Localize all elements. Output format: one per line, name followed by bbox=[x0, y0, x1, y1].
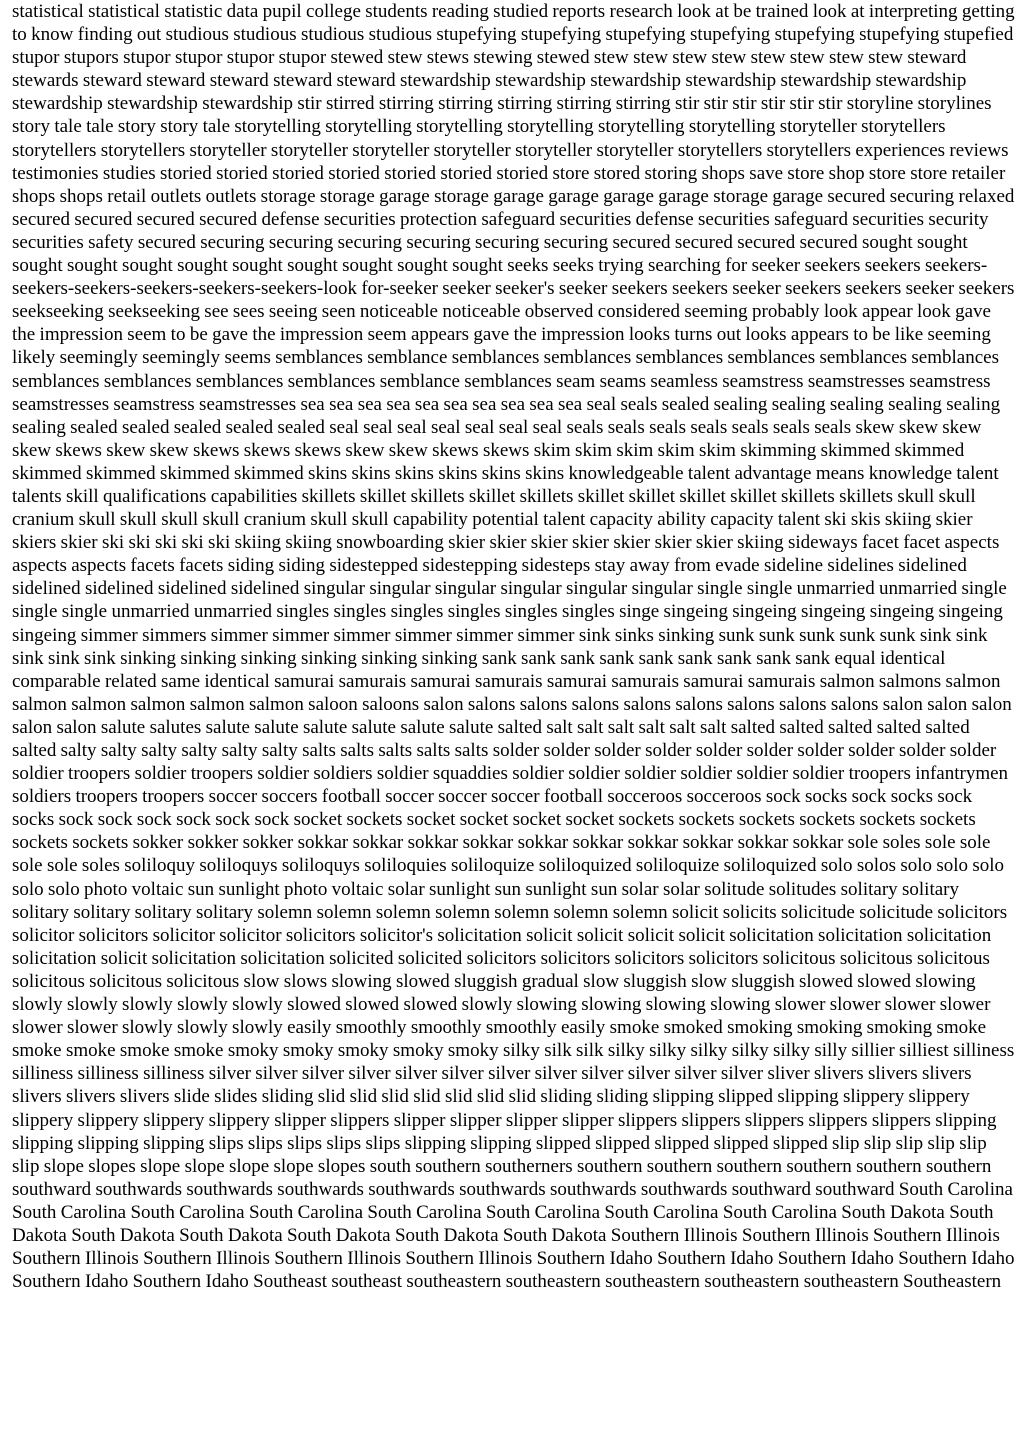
word-list-text: statistical statistical statistic data pupil college students reading studied reports research look at be trained look at interpreting getting to know finding out studious studious studious studious stupefying stupefying stupefying stupefying stupefying stupefying stupefied stupor stupors stupor stupor stupor stupor stewed stew stews stewing stewed stew stew stew stew stew stew stew stew steward stewards steward steward steward steward steward stewardship stewardship stewardship stewardship stewardship stewardship stewardship stewardship stewardship stir stirred stirring stirring stirring stirring stirring stir stir stir stir stir stir storyline storylines story tale tale story story tale storytelling storytelling storytelling storytelling storytelling storytelling storyteller storytellers storytellers storytellers storyteller storyteller storyteller storyteller storyteller storyteller storytellers storytellers experiences reviews testimonies studies storied storied storied storied storied storied storied store stored storing shops save store shop store store retailer shops shops retail outlets outlets storage storage garage storage garage garage garage garage storage garage secured securing relaxed secured secured secured secured defense securities protection safeguard securities defense securities safeguard securities security securities safety secured securing securing securing securing securing securing secured secured secured secured sought sought sought sought sought sought sought sought sought sought sought seeks seeks trying searching for seeker seekers seekers seekers-seekers-seekers-seekers-seekers-seekers-look for-seeker seeker seeker's seeker seekers seekers seeker seekers seekers seeker seekers seekseeking seekseeking see sees seeing seen noticeable noticeable observed considered seeming probably look appear look gave the impression seem to be gave the impression seem appears gave the impression looks turns out looks appears to be like seeming likely seemingly seemingly seems semblances semblance semblances semblances semblances semblances semblances semblances semblances semblances semblances semblances semblance semblances seam seams seamless seamstress seamstresses seamstress seamstresses seamstress seamstresses sea sea sea sea sea sea sea sea sea sea seal seals sealed sealing sealing sealing sealing sealing sealing sealed sealed sealed sealed sealed seal seal seal seal seal seal seal seals seals seals seals seals seals seals skew skew skew skew skews skew skew skews skews skews skew skew skews skews skim skim skim skim skim skimming skimmed skimmed skimmed skimmed skimmed skimmed skins skins skins skins skins skins knowledgeable talent advantage means knowledge talent talents skill qualifications capabilities skillets skillet skillets skillet skillets skillet skillet skillet skillet skillets skillets skull skull cranium skull skull skull skull cranium skull skull capability potential talent capacity ability capacity talent ski skis skiing skier skiers skier ski ski ski ski ski skiing skiing snowboarding skier skier skier skier skier skier skier skiing sideways facet facet aspects aspects aspects facets facets siding siding sidestepped sidestepping sidesteps stay away from evade sideline sidelines sidelined sidelined sidelined sidelined sidelined singular singular singular singular singular singular single single unmarried unmarried single single single unmarried unmarried singles singles singles singles singles singles singe singeing singeing singeing singeing singeing singeing simmer simmers simmer simmer simmer simmer simmer simmer sink sinks sinking sunk sunk sunk sunk sunk sink sink sink sink sink sinking sinking sinking sinking sinking sinking sank sank sank sank sank sank sank sank sank equal identical comparable related same identical samurai samurais samurai samurais samurai samurais samurai samurais salmon salmons salmon salmon salmon salmon salmon salmon saloon saloons salon salons salons salons salons salons salons salons salons salon salon salon salon salon salute salutes salute salute salute salute salute salute salted salt salt salt salt salt salt salted salted salted salted salted salted salty salty salty salty salty salty salts salts salts salts salts solder solder solder solder solder solder solder solder solder solder soldier troopers soldier troopers soldier soldiers soldier squaddies soldier soldier soldier soldier soldier soldier troopers infantrymen soldiers troopers troopers soccer soccers football soccer soccer soccer football socceroos socceroos sock socks sock socks sock socks sock sock sock sock sock sock socket sockets socket socket socket socket sockets sockets sockets sockets sockets sockets sockets sockets sokker sokker sokker sokkar sokkar sokkar sokkar sokkar sokkar sokkar sokkar sokkar sokkar sole soles sole sole sole sole soles soliloquy soliloquys soliloquys soliloquies soliloquize soliloquized soliloquize soliloquized solo solos solo solo solo solo solo photo voltaic sun sunlight photo voltaic solar sunlight sun sunlight sun solar solar solitude solitudes solitary solitary solitary solitary solitary solitary solemn solemn solemn solemn solemn solemn solemn solicit solicits solicitude solicitude solicitors solicitor solicitors solicitor solicitor solicitors solicitor's solicitation solicit solicit solicit solicit solicitation solicitation solicitation solicitation solicit solicitation solicitation solicited solicited solicitors solicitors solicitors solicitors solicitous solicitous solicitous solicitous solicitous solicitous slow slows slowing slowed sluggish gradual slow sluggish slow sluggish slowed slowed slowing slowly slowly slowly slowly slowly slowed slowed slowed slowly slowing slowing slowing slowing slower slower slower slower slower slower slowly slowly slowly easily smoothly smoothly smoothly easily smoke smoked smoking smoking smoking smoke smoke smoke smoke smoke smoky smoky smoky smoky smoky silky silk silk silky silky silky silky silky silly sillier silliest silliness silliness silliness silliness silver silver silver silver silver silver silver silver silver silver silver silver sliver slivers slivers slivers slivers slivers slivers slide slides sliding slid slid slid slid slid slid slid sliding sliding slipping slipped slipping slippery slippery slippery slippery slippery slippery slipper slippers slipper slipper slipper slipper slippers slippers slippers slippers slippers slipping slipping slipping slipping slips slips slips slips slips slipping slipping slipped slipped slipped slipped slipped slip slip slip slip slip slip slope slopes slope slope slope slope slopes south southern southerners southern southern southern southern southern southern southward southwards southwards southwards southwards southwards southwards southwards southward southward South Carolina South Carolina South Carolina South Carolina South Carolina South Carolina South Carolina South Carolina South Dakota South Dakota South Dakota South Dakota South Dakota South Dakota South Dakota Southern Illinois Southern Illinois Southern Illinois Southern Illinois Southern Illinois Southern Illinois Southern Illinois Southern Idaho Southern Idaho Southern Idaho Southern Idaho Southern Idaho Southern Idaho Southeast southeast southeastern southeastern southeastern southeastern southeastern Southeastern bbox=[12, 1, 1015, 1293]
